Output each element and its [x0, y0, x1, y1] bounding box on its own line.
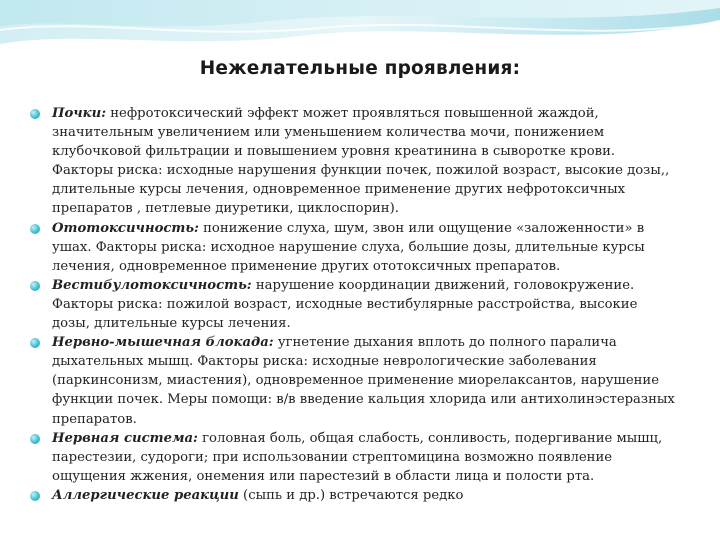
item-text: нефротоксический эффект может проявляться повышенной жаждой, значительным увеличением или уменьшением количества мочи, понижением клубочковой фильтрации и повышением уровня креатинина в сыворотке крови. Факторы риска: исходные нарушения функции почек, пожилой возраст, высокие дозы,, длительные курсы лечения, одновременное применение других нефротоксичных препаратов , петлевые диуретики, циклоспорин).: [52, 106, 670, 217]
item-term: Вестибулотоксичность:: [52, 277, 252, 293]
item-term: Ототоксичность:: [52, 220, 199, 236]
item-term: Почки:: [52, 106, 107, 121]
list-item: [30, 486, 678, 505]
bullet-icon: [30, 434, 40, 444]
list-item: [30, 104, 678, 219]
bullet-icon: [30, 109, 40, 119]
bullet-icon: [30, 491, 40, 501]
slide-title: Нежелательные проявления:: [199, 58, 521, 79]
list-item: [30, 219, 678, 276]
item-text: понижение слуха, шум, звон или ощущение «заложенности» в ушах. Факторы риска: исходное нарушение слуха, большие дозы, длительные курсы лечения, одновременное применение других ототоксичных препаратов.: [52, 220, 645, 274]
item-text: нарушение координации движений, головокружение. Факторы риска: пожилой возраст, исходные вестибулярные расстройства, высокие дозы, длительные курсы лечения.: [52, 277, 638, 332]
item-term: Аллергические реакции: [52, 487, 239, 503]
list-item: [30, 429, 678, 486]
list-item: [30, 333, 678, 428]
bullet-icon: [30, 281, 40, 291]
bullet-icon: [30, 338, 40, 348]
item-text: головная боль, общая слабость, сонливость, подергивание мышц, парестезии, судороги; при использовании стрептомицина возможно появление ощущения жжения, онемения или парестезий в области лица и полости рта.: [52, 430, 663, 484]
slide-content: [30, 104, 678, 505]
list-item: [30, 276, 678, 333]
bullet-list: [30, 104, 678, 505]
item-term: Нервная система:: [52, 430, 198, 446]
item-text: угнетение дыхания вплоть до полного паралича дыхательных мышц. Факторы риска: исходные неврологические заболевания (паркинсонизм, миастения), одновременное применение миорелаксантов, нарушение функции почек. Меры помощи: в/в введение кальция хлорида или антихолинэстеразных препаратов.: [52, 335, 675, 427]
item-term: Нервно-мышечная блокада:: [52, 335, 274, 351]
bullet-icon: [30, 224, 40, 234]
item-text: (сыпь и др.) встречаются редко: [238, 487, 464, 503]
